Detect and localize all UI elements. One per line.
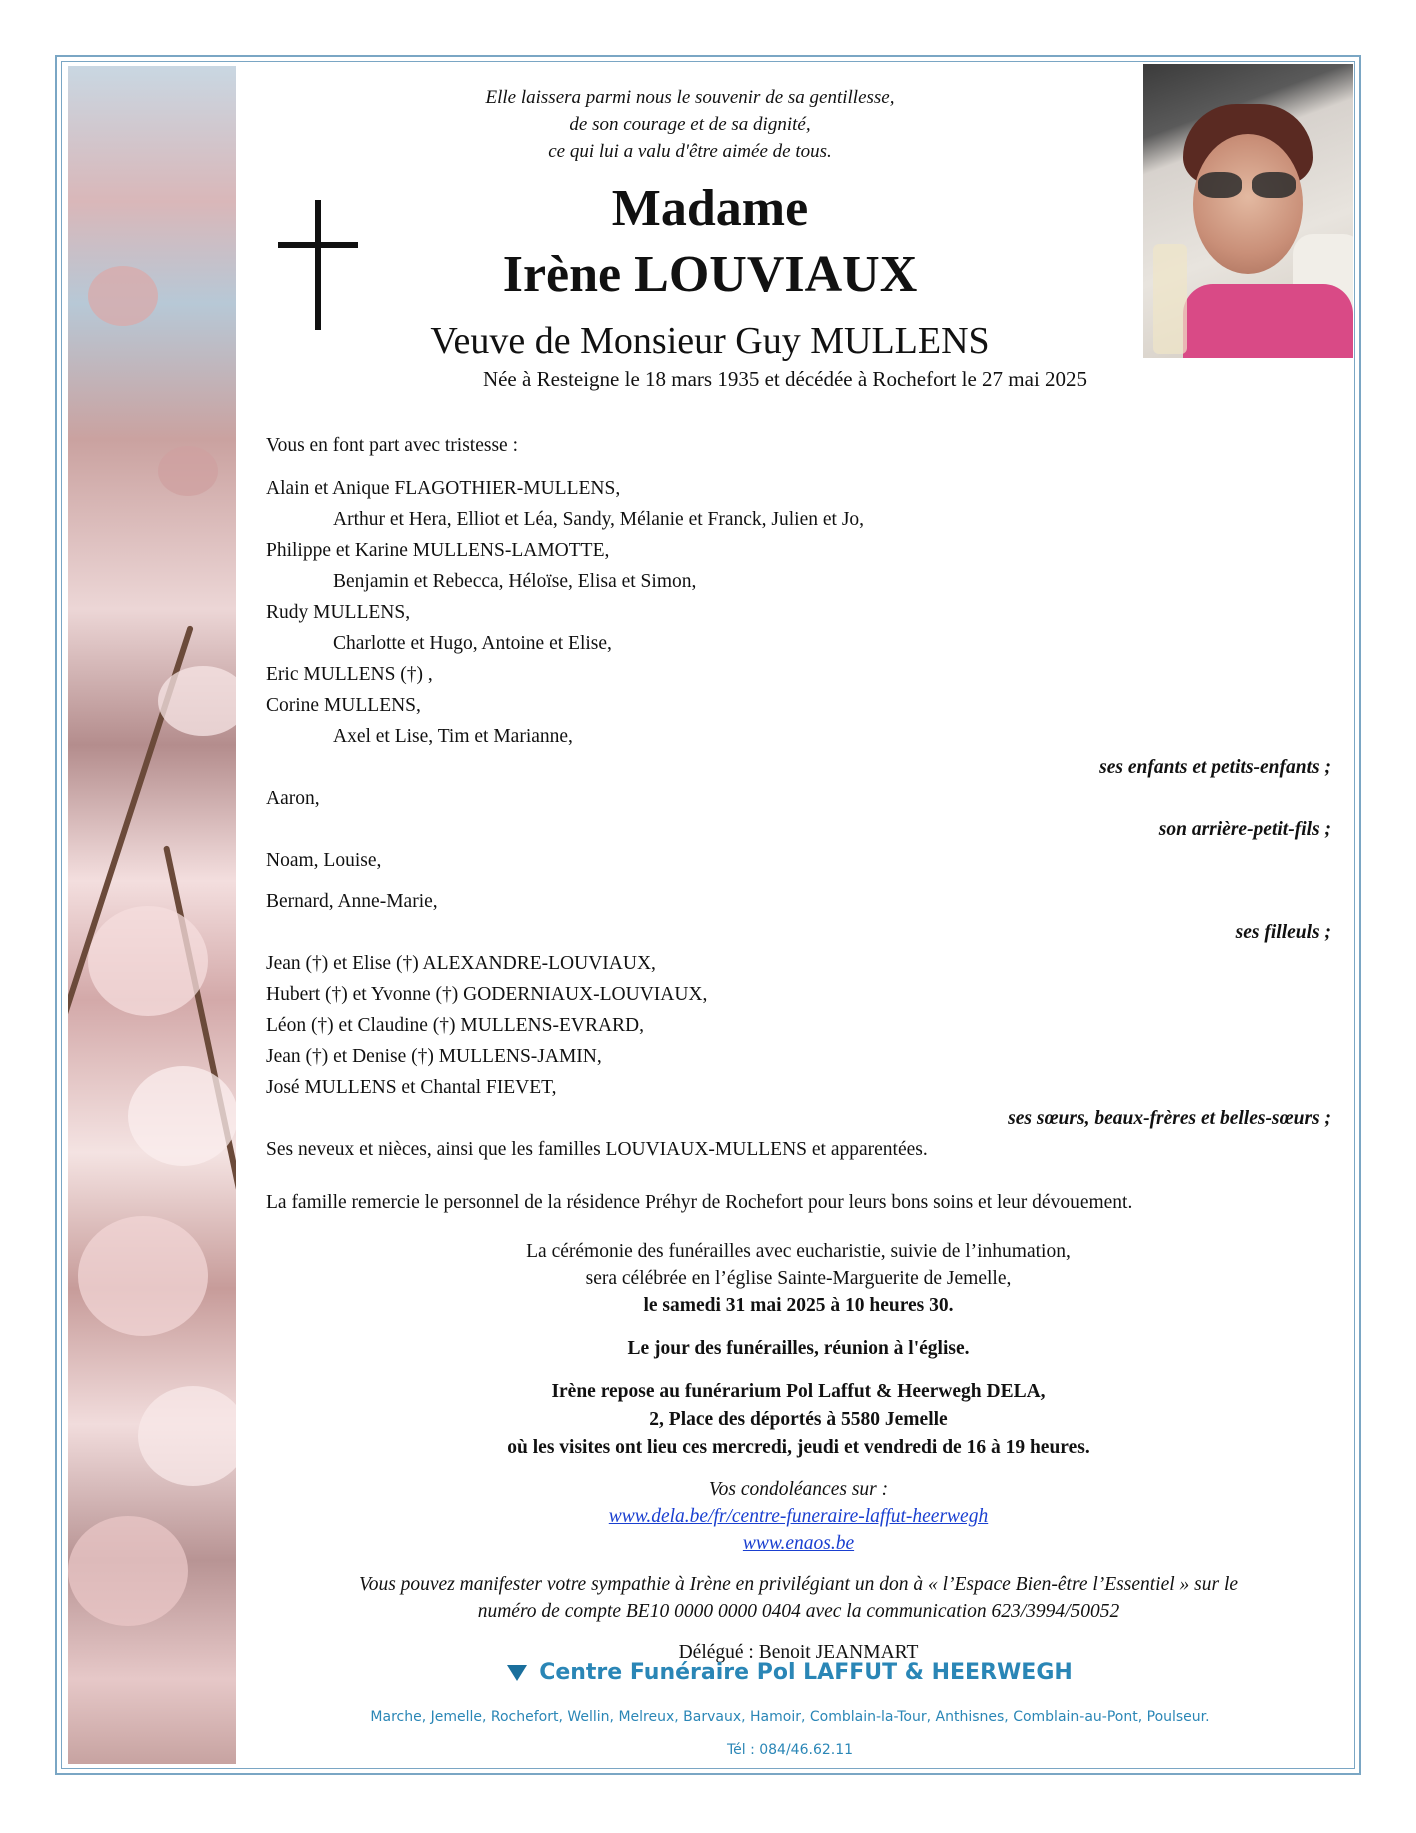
family-line: Charlotte et Hugo, Antoine et Elise, [333, 633, 612, 654]
relation-label: ses filleuls ; [1235, 922, 1331, 943]
thanks-text: La famille remercie le personnel de la résidence Préhyr de Rochefort pour leurs bons soins et leur dévouement. [266, 1192, 1133, 1213]
opening-quote [240, 84, 1140, 165]
footer-telephone: Tél : 084/46.62.11 [726, 1742, 854, 1758]
family-line: Léon (†) et Claudine (†) MULLENS-EVRARD, [266, 1015, 645, 1036]
funeral-home-brand [240, 1660, 1340, 1685]
donation-block [266, 1571, 1331, 1625]
meeting-text: Le jour des funérailles, réunion à l'église. [627, 1338, 970, 1359]
quote-line: de son courage et de sa dignité, [569, 114, 811, 135]
relation-label: son arrière-petit-fils ; [1158, 819, 1331, 840]
delegate-text: Délégué : Benoit JEANMART [678, 1642, 919, 1663]
enaos-link[interactable]: www.enaos.be [742, 1533, 855, 1554]
footer-towns: Marche, Jemelle, Rochefort, Wellin, Melreux, Barvaux, Hamoir, Comblain-la-Tour, Anthisnes, Comblain-au-Pont, Poulseur. [370, 1709, 1210, 1725]
quote-line: ce qui lui a valu d'être aimée de tous. [548, 141, 832, 162]
intro-text: Vous en font part avec tristesse : [266, 435, 518, 456]
funerarium-line: Irène repose au funérarium Pol Laffut & Heerwegh DELA, [551, 1381, 1046, 1402]
family-line: Arthur et Hera, Elliot et Léa, Sandy, Mélanie et Franck, Julien et Jo, [333, 509, 865, 530]
condolences-block [266, 1476, 1331, 1557]
family-line: Axel et Lise, Tim et Marianne, [333, 726, 573, 747]
family-line: Jean (†) et Denise (†) MULLENS-JAMIN, [266, 1046, 602, 1067]
donation-line: Vous pouvez manifester votre sympathie à Irène en privilégiant un don à « l’Espace Bien-être l’Essentiel » sur le [358, 1574, 1239, 1595]
deceased-name [260, 176, 1160, 308]
relation-label: ses sœurs, beaux-frères et belles-sœurs ; [1008, 1108, 1331, 1129]
dela-link[interactable]: www.dela.be/fr/centre-funeraire-laffut-heerwegh [608, 1506, 989, 1527]
family-line: Eric MULLENS (†) , [266, 664, 433, 685]
donation-line: numéro de compte BE10 0000 0000 0404 avec la communication 623/3994/50052 [477, 1601, 1120, 1622]
family-line: José MULLENS et Chantal FIEVET, [266, 1077, 557, 1098]
family-line: Jean (†) et Elise (†) ALEXANDRE-LOUVIAUX, [266, 953, 656, 974]
quote-line: Elle laissera parmi nous le souvenir de sa gentillesse, [485, 87, 895, 108]
ceremony-line: sera célébrée en l’église Sainte-Marguerite de Jemelle, [585, 1268, 1012, 1289]
family-line: Benjamin et Rebecca, Héloïse, Elisa et Simon, [333, 571, 697, 592]
funerarium-line: 2, Place des déportés à 5580 Jemelle [649, 1409, 948, 1430]
brand-name: Centre Funéraire Pol LAFFUT & HEERWEGH [539, 1660, 1073, 1685]
family-line: Bernard, Anne-Marie, [266, 891, 438, 912]
ceremony-block [266, 1238, 1331, 1319]
funerarium-line: où les visites ont lieu ces mercredi, jeudi et vendredi de 16 à 19 heures. [507, 1437, 1090, 1458]
widow-of: Veuve de Monsieur Guy MULLENS [430, 320, 990, 362]
family-line: Alain et Anique FLAGOTHIER-MULLENS, [266, 478, 621, 499]
nephews-text: Ses neveux et nièces, ainsi que les familles LOUVIAUX-MULLENS et apparentées. [266, 1139, 928, 1160]
family-line: Noam, Louise, [266, 850, 382, 871]
funerarium-block [266, 1378, 1331, 1462]
portrait-photo [1143, 64, 1353, 358]
announcement-body [266, 430, 1331, 1666]
family-line: Hubert (†) et Yvonne (†) GODERNIAUX-LOUVIAUX, [266, 984, 708, 1005]
ceremony-line: le samedi 31 mai 2025 à 10 heures 30. [643, 1295, 954, 1316]
family-line: Corine MULLENS, [266, 695, 421, 716]
relation-label: ses enfants et petits-enfants ; [1099, 757, 1331, 778]
family-line: Rudy MULLENS, [266, 602, 411, 623]
family-line: Aaron, [266, 788, 320, 809]
title-line: Irène LOUVIAUX [502, 246, 918, 303]
condolences-label: Vos condoléances sur : [708, 1479, 889, 1500]
ceremony-line: La cérémonie des funérailles avec eucharistie, suivie de l’inhumation, [526, 1241, 1071, 1262]
title-line: Madame [611, 180, 809, 237]
family-line: Philippe et Karine MULLENS-LAMOTTE, [266, 540, 610, 561]
triangle-logo-icon [507, 1665, 527, 1681]
floral-side-image [68, 66, 236, 1764]
birth-death-dates: Née à Resteigne le 18 mars 1935 et décédée à Rochefort le 27 mai 2025 [482, 367, 1088, 391]
